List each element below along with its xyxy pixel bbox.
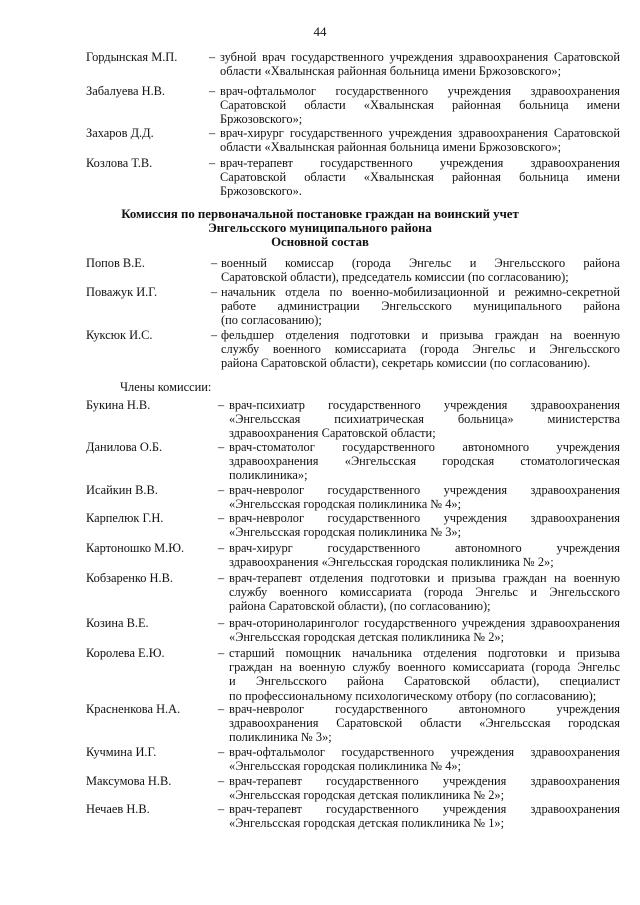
description-line: Бржозовского»; (220, 112, 303, 127)
description-line: здравоохранения Саратовской области; (229, 426, 436, 441)
dash-separator: – (211, 285, 218, 299)
description-line: Бржозовского». (220, 184, 302, 199)
position-description (220, 156, 620, 199)
description-line: района Саратовской области), (по согласованию); (229, 599, 491, 614)
description-line: врач-офтальмолог государственного учреждения здравоохранения (220, 84, 620, 98)
description-line: врач-терапевт отделения подготовки и призыва граждан на военную (229, 571, 620, 585)
page-number: 44 (313, 24, 327, 39)
position-description (229, 745, 620, 773)
description-line: «Энгельсская городская детская поликлиника № 1»; (229, 816, 505, 831)
description-line: военный комиссар (города Энгельс и Энгельсского района (221, 256, 620, 270)
description-line: врач-оториноларинголог государственного учреждения здравоохранения (229, 616, 620, 630)
person-name: Гордынская М.П. (86, 50, 178, 64)
person-name: Попов В.Е. (86, 256, 145, 270)
description-line: поликлиника»; (229, 468, 308, 483)
person-name: Захаров Д.Д. (86, 126, 154, 140)
description-line: области «Хвалынская районная больница имени Бржозовского»; (220, 64, 562, 79)
position-description (229, 616, 620, 644)
description-line: врач-невролог государственного автономного учреждения (229, 702, 620, 716)
description-line: и Энгельсского района Саратовской области), специалист (229, 674, 620, 689)
description-line: службу военного комиссариата (города Энгельс и Энгельсского (221, 342, 620, 357)
description-line: «Энгельсская городская поликлиника № 4»; (229, 759, 462, 774)
description-line: поликлиника № 3»; (229, 730, 332, 745)
description-line: области «Хвалынская районная больница имени Бржозовского»; (220, 140, 562, 155)
description-line: врач-офтальмолог государственного учреждения здравоохранения (229, 745, 620, 759)
person-name: Карпелюк Г.Н. (86, 511, 164, 525)
position-description (220, 50, 620, 78)
description-line: старший помощник начальника отделения подготовки и призыва (229, 646, 620, 660)
dash-separator: – (209, 84, 216, 98)
person-name: Букина Н.В. (86, 398, 151, 412)
description-line: Саратовской области «Хвалынская районная больница имени (220, 170, 620, 185)
position-description (229, 398, 620, 441)
dash-separator: – (209, 156, 216, 170)
person-name: Данилова О.Б. (86, 440, 163, 454)
description-line: врач-терапевт государственного учреждения здравоохранения (229, 774, 620, 788)
description-line: «Энгельсская городская детская поликлиника № 2»; (229, 788, 505, 803)
dash-separator: – (218, 571, 225, 585)
person-name: Исайкин В.В. (86, 483, 158, 497)
dash-separator: – (218, 774, 225, 788)
description-line: врач-психиатр государственного учреждения здравоохранения (229, 398, 620, 412)
position-description (229, 646, 620, 703)
description-line: «Энгельсская городская детская поликлиника № 2»; (229, 630, 505, 645)
description-line: здравоохранения «Энгельсская городская стоматологическая (229, 454, 620, 469)
description-line: врач-терапевт государственного учреждения здравоохранения (229, 802, 620, 816)
position-description (220, 126, 620, 154)
commission-title-line2: Энгельсского муниципального района (208, 221, 432, 235)
position-description (229, 511, 620, 539)
dash-separator: – (211, 328, 218, 342)
position-description (229, 774, 620, 802)
person-name: Куксюк И.С. (86, 328, 153, 342)
description-line: «Энгельсская городская поликлиника № 4»; (229, 497, 462, 512)
position-description (229, 702, 620, 745)
dash-separator: – (218, 398, 225, 412)
dash-separator: – (209, 50, 216, 64)
position-description (229, 440, 620, 483)
person-name: Красненкова Н.А. (86, 702, 181, 716)
dash-separator: – (211, 256, 218, 270)
position-description (229, 802, 620, 830)
description-line: врач-терапевт государственного учреждения здравоохранения (220, 156, 620, 170)
person-name: Кобзаренко Н.В. (86, 571, 173, 585)
dash-separator: – (218, 511, 225, 525)
dash-separator: – (218, 440, 225, 454)
person-name: Козлова Т.В. (86, 156, 153, 170)
dash-separator: – (209, 126, 216, 140)
description-line: врач-невролог государственного учреждения здравоохранения (229, 511, 620, 525)
commission-subtitle: Основной состав (271, 235, 369, 249)
description-line: врач-невролог государственного учреждения здравоохранения (229, 483, 620, 497)
description-line: (по согласованию); (221, 313, 322, 328)
description-line: граждан на военную службу военного комиссариата (города Энгельс (229, 660, 620, 675)
position-description (221, 328, 620, 371)
description-line: Саратовской области), председатель комиссии (по согласованию); (221, 270, 569, 285)
person-name: Кучмина И.Г. (86, 745, 157, 759)
person-name: Королева Е.Ю. (86, 646, 165, 660)
dash-separator: – (218, 745, 225, 759)
position-description (229, 571, 620, 614)
dash-separator: – (218, 483, 225, 497)
description-line: Саратовской области «Хвалынская районная больница имени (220, 98, 620, 113)
description-line: района Саратовской области), секретарь комиссии (по согласованию). (221, 356, 591, 371)
description-line: «Энгельсская городская поликлиника № 3»; (229, 525, 462, 540)
person-name: Поважук И.Г. (86, 285, 158, 299)
description-line: врач-стоматолог государственного автономного учреждения (229, 440, 620, 454)
description-line: здравоохранения Саратовской области «Энгельсская городская (229, 716, 620, 731)
position-description (221, 285, 620, 328)
dash-separator: – (218, 616, 225, 630)
description-line: работе администрации Энгельсского муниципального района (221, 299, 620, 314)
position-description (229, 483, 620, 511)
dash-separator: – (218, 702, 225, 716)
person-name: Нечаев Н.В. (86, 802, 150, 816)
description-line: врач-хирург государственного автономного учреждения (229, 541, 620, 555)
description-line: «Энгельсская психиатрическая больница» министерства (229, 412, 620, 427)
commission-title-line1: Комиссия по первоначальной постановке граждан на воинский учет (121, 207, 519, 221)
person-name: Козина В.Е. (86, 616, 149, 630)
description-line: службу военного комиссариата (города Энгельс и Энгельсского (229, 585, 620, 600)
dash-separator: – (218, 541, 225, 555)
person-name: Максумова Н.В. (86, 774, 172, 788)
description-line: фельдшер отделения подготовки и призыва граждан на военную (221, 328, 620, 342)
person-name: Забалуева Н.В. (86, 84, 166, 98)
dash-separator: – (218, 646, 225, 660)
description-line: здравоохранения «Энгельсская городская поликлиника № 2»; (229, 555, 554, 570)
description-line: начальник отдела по военно-мобилизационной и режимно-секретной (221, 285, 620, 299)
position-description (221, 256, 620, 284)
description-line: врач-хирург государственного учреждения здравоохранения Саратовской (220, 126, 620, 140)
description-line: по профессиональному психологическому отбору (по согласованию); (229, 688, 597, 703)
person-name: Картоношко М.Ю. (86, 541, 185, 555)
description-line: зубной врач государственного учреждения здравоохранения Саратовской (220, 50, 620, 64)
members-label: Члены комиссии: (120, 380, 212, 394)
dash-separator: – (218, 802, 225, 816)
position-description (229, 541, 620, 569)
position-description (220, 84, 620, 127)
